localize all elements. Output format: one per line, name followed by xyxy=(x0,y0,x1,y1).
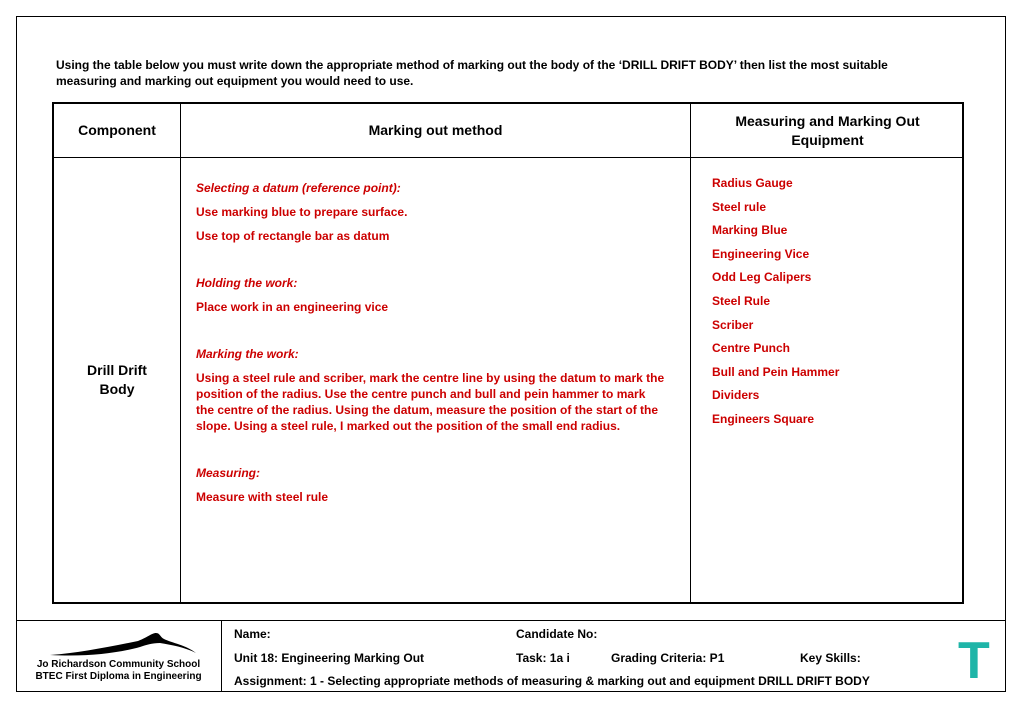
school-name: Jo Richardson Community School xyxy=(36,659,201,670)
equipment-item: Centre Punch xyxy=(712,341,791,356)
component-name: Drill Drift Body xyxy=(87,362,147,397)
equipment-list xyxy=(712,175,952,435)
table-divider-1 xyxy=(180,104,181,602)
method-text: Using a steel rule and scriber, mark the centre line by using the datum to mark the position of the radius. Use the centre punch and bull and pein hammer to mark the centre of the radius. Using the datum, measure the position of the start of the slope. Using a steel rule, I marked out the position of the small end radius. xyxy=(196,371,665,433)
answer-table xyxy=(52,102,964,604)
component-cell xyxy=(54,158,180,602)
grading-text: Grading Criteria: P1 xyxy=(611,651,725,665)
method-list xyxy=(196,180,666,513)
equipment-item: Marking Blue xyxy=(712,223,788,238)
name-label: Name: xyxy=(234,627,271,641)
header-divider xyxy=(54,157,962,158)
equipment-item: Steel Rule xyxy=(712,293,771,308)
header-component: Component xyxy=(78,122,156,138)
key-skills-label: Key Skills: xyxy=(800,651,861,665)
equipment-item: Steel rule xyxy=(712,199,767,214)
course-name: BTEC First Diploma in Engineering xyxy=(35,671,202,682)
footer xyxy=(16,620,1006,692)
equipment-item: Dividers xyxy=(712,388,760,403)
instructions-text: Using the table below you must write down the appropriate method of marking out the body of the ‘DRILL DRIFT BODY’ then list the most suitable measuring and marking out equipment you would need to use. xyxy=(56,58,888,88)
equipment-item: Bull and Pein Hammer xyxy=(712,364,840,379)
assignment-text: Assignment: 1 - Selecting appropriate methods of measuring & marking out and equipment DRILL DRIFT BODY xyxy=(234,674,870,688)
equipment-item: Engineers Square xyxy=(712,411,815,426)
school-block xyxy=(16,659,221,683)
method-text: Use marking blue to prepare surface. xyxy=(196,205,408,219)
header-method: Marking out method xyxy=(368,122,503,138)
footer-divider xyxy=(221,621,222,692)
method-text: Measure with steel rule xyxy=(196,490,329,504)
equipment-item: Radius Gauge xyxy=(712,176,793,190)
task-text: Task: 1a i xyxy=(516,651,570,665)
method-heading: Selecting a datum (reference point): xyxy=(196,181,401,195)
method-heading: Marking the work: xyxy=(196,347,299,361)
candidate-label: Candidate No: xyxy=(516,627,598,641)
equipment-item: Engineering Vice xyxy=(712,246,810,261)
brand-letter: T xyxy=(958,632,990,690)
method-heading: Measuring: xyxy=(196,466,261,480)
equipment-item: Scriber xyxy=(712,317,754,332)
bird-logo-icon xyxy=(48,631,198,659)
method-text: Use top of rectangle bar as datum xyxy=(196,229,390,243)
method-heading: Holding the work: xyxy=(196,276,298,290)
table-divider-2 xyxy=(690,104,691,602)
equipment-item: Odd Leg Calipers xyxy=(712,270,812,285)
unit-text: Unit 18: Engineering Marking Out xyxy=(234,651,425,665)
method-text: Place work in an engineering vice xyxy=(196,300,389,314)
header-equipment: Measuring and Marking Out Equipment xyxy=(735,112,920,148)
